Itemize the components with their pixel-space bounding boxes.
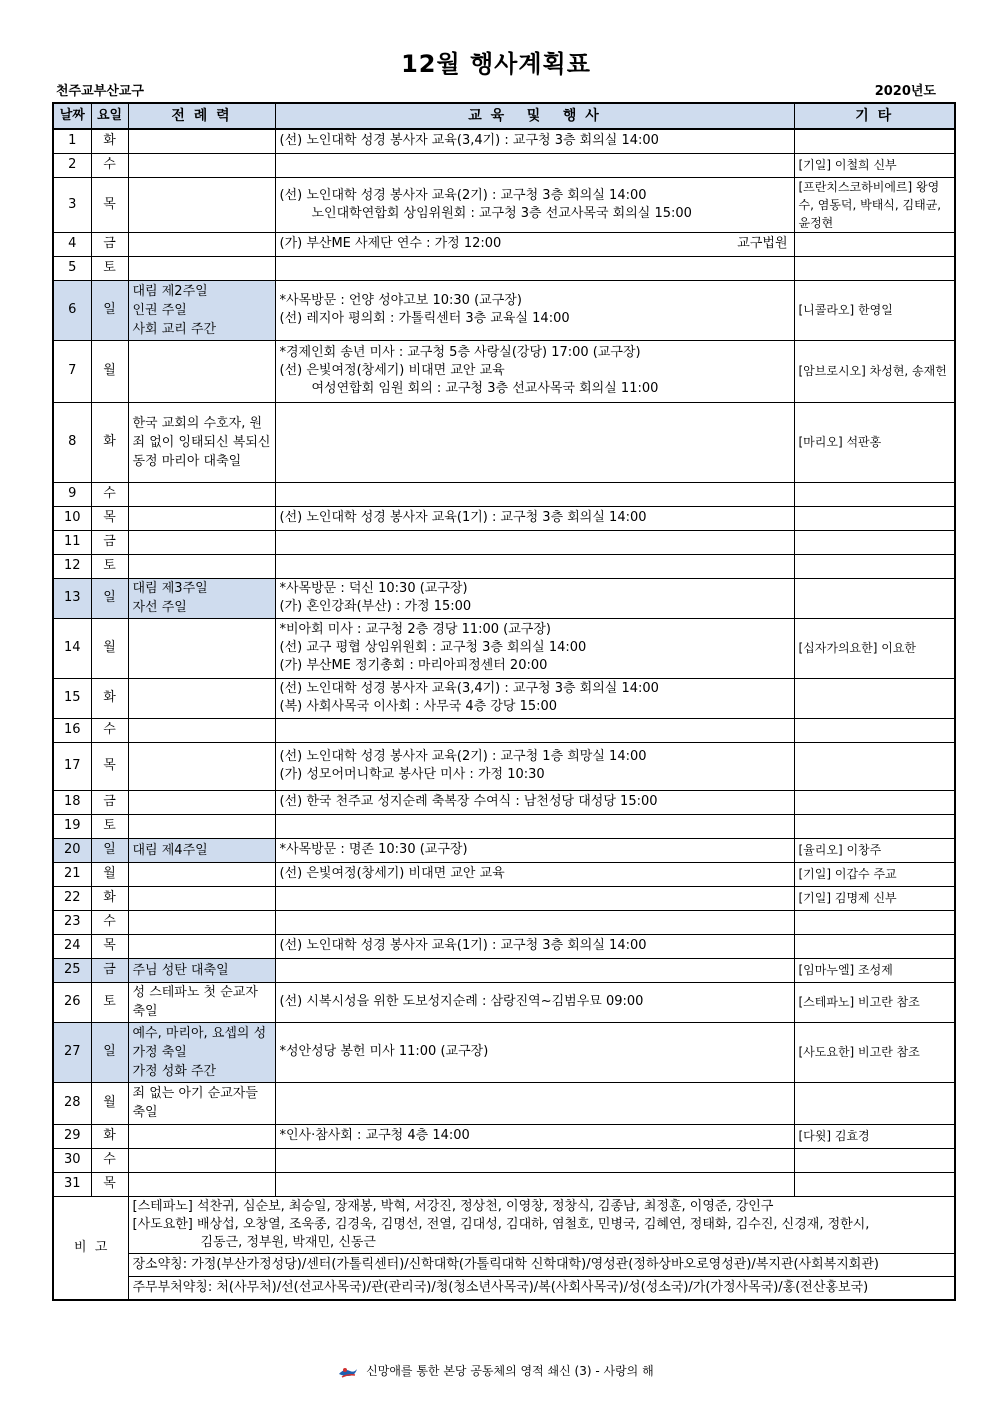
etc-cell: [기일] 이갑수 주교 <box>794 862 955 886</box>
events-cell <box>275 530 794 554</box>
table-row <box>53 402 955 482</box>
etc-cell <box>794 482 955 506</box>
table-row <box>53 742 955 790</box>
etc-cell: [암브로시오] 차성현, 송재헌 <box>794 340 955 402</box>
table-row <box>53 578 955 618</box>
etc-cell <box>794 232 955 256</box>
weekday-cell: 화 <box>91 1124 128 1148</box>
weekday-cell: 월 <box>91 1082 128 1124</box>
etc-cell <box>794 910 955 934</box>
date-cell: 25 <box>53 958 91 982</box>
etc-cell <box>794 506 955 530</box>
event-line: (선) 노인대학 성경 봉사자 교육(1기) : 교구청 3층 회의실 14:00 <box>279 938 647 953</box>
liturgy-cell <box>128 232 275 256</box>
events-cell <box>275 482 794 506</box>
date-cell: 23 <box>53 910 91 934</box>
date-cell: 17 <box>53 742 91 790</box>
events-cell <box>275 578 794 618</box>
etc-cell: [율리오] 이창주 <box>794 838 955 862</box>
etc-cell: [사도요한] 비고란 참조 <box>794 1022 955 1082</box>
date-cell: 8 <box>53 402 91 482</box>
date-cell: 13 <box>53 578 91 618</box>
liturgy-cell <box>128 256 275 280</box>
schedule-table <box>52 102 956 1301</box>
date-cell: 16 <box>53 718 91 742</box>
etc-cell: [스테파노] 비고란 참조 <box>794 982 955 1022</box>
etc-cell: [임마누엘] 조성제 <box>794 958 955 982</box>
events-cell <box>275 982 794 1022</box>
etc-cell <box>794 934 955 958</box>
liturgy-cell <box>128 1124 275 1148</box>
event-line: (선) 노인대학 성경 봉사자 교육(2기) : 교구청 1층 희망실 14:00 <box>279 749 647 764</box>
table-row <box>53 129 955 153</box>
remarks-stephen: [스테파노] 석찬귀, 심순보, 최승일, 장재봉, 박혁, 서강진, 정상천, 이영창, 정창식, 김종남, 최정훈, 이영준, 강인구 <box>132 1198 774 1214</box>
weekday-cell: 금 <box>91 530 128 554</box>
header-date: 날짜 <box>53 103 91 129</box>
weekday-cell: 목 <box>91 1172 128 1196</box>
date-cell: 31 <box>53 1172 91 1196</box>
liturgy-cell <box>128 1172 275 1196</box>
events-cell <box>275 718 794 742</box>
event-line: 여성연합회 임원 회의 : 교구청 3층 선교사목국 회의실 11:00 <box>311 381 659 396</box>
liturgy-cell: 대림 제3주일 자선 주일 <box>128 578 275 618</box>
diocese-logo-icon <box>338 1365 358 1379</box>
liturgy-cell <box>128 618 275 678</box>
date-cell: 9 <box>53 482 91 506</box>
liturgy-cell <box>128 934 275 958</box>
events-cell <box>275 280 794 340</box>
table-row <box>53 814 955 838</box>
liturgy-cell <box>128 129 275 153</box>
liturgy-cell: 죄 없는 아기 순교자들 축일 <box>128 1082 275 1124</box>
remarks-row <box>53 1196 955 1253</box>
table-row <box>53 1022 955 1082</box>
liturgy-cell <box>128 862 275 886</box>
header-etc: 기 타 <box>794 103 955 129</box>
table-row <box>53 958 955 982</box>
event-line: *성안성당 봉헌 미사 11:00 (교구장) <box>279 1044 489 1059</box>
liturgy-cell: 대림 제4주일 <box>128 838 275 862</box>
organization-name: 천주교부산교구 <box>56 84 144 99</box>
table-row <box>53 256 955 280</box>
event-line: (선) 교구 평협 상임위원회 : 교구청 3층 회의실 14:00 <box>279 640 587 655</box>
liturgy-cell <box>128 790 275 814</box>
weekday-cell: 수 <box>91 718 128 742</box>
weekday-cell: 목 <box>91 177 128 232</box>
weekday-cell: 수 <box>91 1148 128 1172</box>
table-row <box>53 718 955 742</box>
table-row <box>53 530 955 554</box>
events-cell <box>275 1148 794 1172</box>
etc-cell: [다윗] 김효경 <box>794 1124 955 1148</box>
date-cell: 7 <box>53 340 91 402</box>
table-row <box>53 554 955 578</box>
events-cell <box>275 1082 794 1124</box>
date-cell: 14 <box>53 618 91 678</box>
date-cell: 28 <box>53 1082 91 1124</box>
event-line: *비아회 미사 : 교구청 2층 경당 11:00 (교구장) <box>279 622 551 637</box>
events-cell <box>275 862 794 886</box>
weekday-cell: 일 <box>91 838 128 862</box>
event-line: *인사·참사회 : 교구청 4층 14:00 <box>279 1128 470 1143</box>
table-row <box>53 934 955 958</box>
etc-cell <box>794 1148 955 1172</box>
table-row <box>53 482 955 506</box>
events-cell <box>275 790 794 814</box>
liturgy-cell <box>128 554 275 578</box>
date-cell: 3 <box>53 177 91 232</box>
weekday-cell: 토 <box>91 982 128 1022</box>
weekday-cell: 월 <box>91 340 128 402</box>
date-cell: 10 <box>53 506 91 530</box>
table-row <box>53 618 955 678</box>
events-cell <box>275 506 794 530</box>
events-cell <box>275 129 794 153</box>
etc-cell: [마리오] 석판홍 <box>794 402 955 482</box>
liturgy-cell: 주님 성탄 대축일 <box>128 958 275 982</box>
remarks-john: [사도요한] 배상섭, 오창열, 조욱종, 김경욱, 김명선, 전열, 김대성, 김대하, 염철호, 민병국, 김혜연, 정태화, 김수진, 신경재, 정한시, <box>132 1216 870 1232</box>
event-line: (선) 은빛여정(창세기) 비대면 교안 교육 <box>279 363 505 378</box>
weekday-cell: 수 <box>91 482 128 506</box>
date-cell: 5 <box>53 256 91 280</box>
liturgy-cell <box>128 718 275 742</box>
table-row <box>53 153 955 177</box>
date-cell: 30 <box>53 1148 91 1172</box>
liturgy-cell: 예수, 마리아, 요셉의 성가정 축일 가정 성화 주간 <box>128 1022 275 1082</box>
etc-cell: [기일] 이철희 신부 <box>794 153 955 177</box>
events-cell <box>275 1172 794 1196</box>
etc-cell <box>794 742 955 790</box>
etc-cell <box>794 678 955 718</box>
table-row <box>53 1148 955 1172</box>
year-label: 2020년도 <box>874 84 936 99</box>
table-row <box>53 982 955 1022</box>
event-line: 노인대학연합회 상임위원회 : 교구청 3층 선교사목국 회의실 15:00 <box>311 205 692 221</box>
weekday-cell: 토 <box>91 256 128 280</box>
weekday-cell: 화 <box>91 886 128 910</box>
event-line: (복) 사회사목국 이사회 : 사무국 4층 강당 15:00 <box>279 699 558 714</box>
event-line: (선) 노인대학 성경 봉사자 교육(1기) : 교구청 3층 회의실 14:00 <box>279 510 647 525</box>
event-line: (선) 노인대학 성경 봉사자 교육(2기) : 교구청 3층 회의실 14:00 <box>279 187 647 203</box>
weekday-cell: 화 <box>91 678 128 718</box>
weekday-cell: 토 <box>91 814 128 838</box>
events-cell <box>275 232 794 256</box>
header-events: 교 육 및 행 사 <box>275 103 794 129</box>
event-line: (선) 시복시성을 위한 도보성지순례 : 삼랑진역~김범우묘 09:00 <box>279 994 644 1009</box>
events-cell <box>275 910 794 934</box>
table-row <box>53 340 955 402</box>
date-cell: 19 <box>53 814 91 838</box>
event-line: (선) 노인대학 성경 봉사자 교육(3,4기) : 교구청 3층 회의실 14:00 <box>279 133 659 149</box>
date-cell: 18 <box>53 790 91 814</box>
table-row <box>53 862 955 886</box>
table-row <box>53 280 955 340</box>
event-line: (가) 성모어머니학교 봉사단 미사 : 가정 10:30 <box>279 767 545 782</box>
table-row <box>53 232 955 256</box>
table-row <box>53 1082 955 1124</box>
weekday-cell: 일 <box>91 1022 128 1082</box>
event-note: 교구법원 <box>737 236 788 251</box>
event-line: (가) 부산ME 정기총회 : 마리아피정센터 20:00 <box>279 658 548 673</box>
events-cell <box>275 618 794 678</box>
place-abbreviations <box>128 1253 955 1276</box>
etc-cell <box>794 554 955 578</box>
weekday-cell: 목 <box>91 934 128 958</box>
events-cell <box>275 402 794 482</box>
etc-cell <box>794 129 955 153</box>
weekday-cell: 목 <box>91 506 128 530</box>
weekday-cell: 수 <box>91 153 128 177</box>
etc-cell: [십자가의요한] 이요한 <box>794 618 955 678</box>
events-cell <box>275 1022 794 1082</box>
date-cell: 2 <box>53 153 91 177</box>
etc-cell <box>794 256 955 280</box>
weekday-cell: 토 <box>91 554 128 578</box>
date-cell: 29 <box>53 1124 91 1148</box>
page-title: 12월 행사계획표 <box>401 50 591 78</box>
date-cell: 27 <box>53 1022 91 1082</box>
place-abbreviations-text: 장소약칭: 가정(부산가정성당)/센터(가톨릭센터)/신학대학(가톨릭대학 신학대학)/영성관(정하상바오로영성관)/복지관(사회복지회관) <box>132 1256 879 1272</box>
remarks-label: 비 고 <box>53 1196 128 1300</box>
etc-cell: [니콜라오] 한영일 <box>794 280 955 340</box>
date-cell: 1 <box>53 129 91 153</box>
table-row <box>53 506 955 530</box>
date-cell: 4 <box>53 232 91 256</box>
event-line: (선) 한국 천주교 성지순례 축복장 수여식 : 남천성당 대성당 15:00 <box>279 794 658 809</box>
events-cell <box>275 814 794 838</box>
events-cell <box>275 1124 794 1148</box>
remarks-names <box>128 1196 955 1253</box>
events-cell <box>275 256 794 280</box>
date-cell: 11 <box>53 530 91 554</box>
header-liturgy: 전 례 력 <box>128 103 275 129</box>
liturgy-cell <box>128 886 275 910</box>
weekday-cell: 일 <box>91 578 128 618</box>
footer <box>0 1362 992 1379</box>
etc-cell <box>794 790 955 814</box>
weekday-cell: 월 <box>91 618 128 678</box>
event-line: (가) 혼인강좌(부산) : 가정 15:00 <box>279 599 472 614</box>
liturgy-cell <box>128 530 275 554</box>
date-cell: 15 <box>53 678 91 718</box>
events-cell <box>275 742 794 790</box>
table-row <box>53 838 955 862</box>
liturgy-cell <box>128 814 275 838</box>
table-row <box>53 910 955 934</box>
dept-abbreviations <box>128 1276 955 1300</box>
date-cell: 26 <box>53 982 91 1022</box>
date-cell: 22 <box>53 886 91 910</box>
header-day: 요일 <box>91 103 128 129</box>
event-line: *사목방문 : 명존 10:30 (교구장) <box>279 842 468 857</box>
etc-cell <box>794 814 955 838</box>
event-line: (가) 부산ME 사제단 연수 : 가정 12:00 <box>279 236 502 251</box>
weekday-cell: 일 <box>91 280 128 340</box>
events-cell <box>275 838 794 862</box>
events-cell <box>275 554 794 578</box>
table-row <box>53 1172 955 1196</box>
date-cell: 6 <box>53 280 91 340</box>
liturgy-cell: 대림 제2주일 인권 주일 사회 교리 주간 <box>128 280 275 340</box>
date-cell: 20 <box>53 838 91 862</box>
events-cell <box>275 678 794 718</box>
liturgy-cell <box>128 742 275 790</box>
liturgy-cell <box>128 153 275 177</box>
events-cell <box>275 153 794 177</box>
event-line: (선) 레지아 평의회 : 가톨릭센터 3층 교육실 14:00 <box>279 311 570 326</box>
event-line: (선) 은빛여정(창세기) 비대면 교안 교육 <box>279 866 505 881</box>
etc-cell: [프란치스코하비에르] 왕영수, 염동덕, 박태식, 김태균, 윤정현 <box>794 177 955 232</box>
etc-cell <box>794 578 955 618</box>
footer-motto: 신망애를 통한 본당 공동체의 영적 쇄신 (3) - 사랑의 해 <box>366 1364 654 1378</box>
weekday-cell: 월 <box>91 862 128 886</box>
events-cell <box>275 886 794 910</box>
table-row <box>53 1124 955 1148</box>
remarks-john-cont: 김동근, 정부원, 박재민, 신동근 <box>200 1234 376 1250</box>
date-cell: 21 <box>53 862 91 886</box>
events-cell <box>275 177 794 232</box>
liturgy-cell: 성 스테파노 첫 순교자 축일 <box>128 982 275 1022</box>
weekday-cell: 금 <box>91 232 128 256</box>
table-row <box>53 177 955 232</box>
etc-cell: [기일] 김명제 신부 <box>794 886 955 910</box>
events-cell <box>275 340 794 402</box>
liturgy-cell: 한국 교회의 수호자, 원죄 없이 잉태되신 복되신 동정 마리아 대축일 <box>128 402 275 482</box>
date-cell: 24 <box>53 934 91 958</box>
table-row <box>53 678 955 718</box>
liturgy-cell <box>128 910 275 934</box>
weekday-cell: 화 <box>91 402 128 482</box>
table-row <box>53 790 955 814</box>
events-cell <box>275 958 794 982</box>
event-line: *경제인회 송년 미사 : 교구청 5층 사랑실(강당) 17:00 (교구장) <box>279 345 641 360</box>
liturgy-cell <box>128 506 275 530</box>
etc-cell <box>794 1172 955 1196</box>
weekday-cell: 화 <box>91 129 128 153</box>
liturgy-cell <box>128 340 275 402</box>
etc-cell <box>794 718 955 742</box>
date-cell: 12 <box>53 554 91 578</box>
weekday-cell: 금 <box>91 958 128 982</box>
weekday-cell: 목 <box>91 742 128 790</box>
etc-cell <box>794 1082 955 1124</box>
table-row <box>53 886 955 910</box>
liturgy-cell <box>128 177 275 232</box>
dept-abbreviations-text: 주무부처약칭: 처(사무처)/선(선교사목국)/관(관리국)/청(청소년사목국)/복(사회사목국)/성(성소국)/가(가정사목국)/홍(전산홍보국) <box>132 1279 869 1295</box>
event-line: *사목방문 : 언양 성야고보 10:30 (교구장) <box>279 293 522 308</box>
liturgy-cell <box>128 678 275 718</box>
etc-cell <box>794 530 955 554</box>
liturgy-cell <box>128 482 275 506</box>
event-line: (선) 노인대학 성경 봉사자 교육(3,4기) : 교구청 3층 회의실 14:00 <box>279 681 659 696</box>
table-header-row <box>53 103 955 129</box>
event-line: *사목방문 : 덕신 10:30 (교구장) <box>279 581 468 596</box>
weekday-cell: 수 <box>91 910 128 934</box>
events-cell <box>275 934 794 958</box>
liturgy-cell <box>128 1148 275 1172</box>
weekday-cell: 금 <box>91 790 128 814</box>
